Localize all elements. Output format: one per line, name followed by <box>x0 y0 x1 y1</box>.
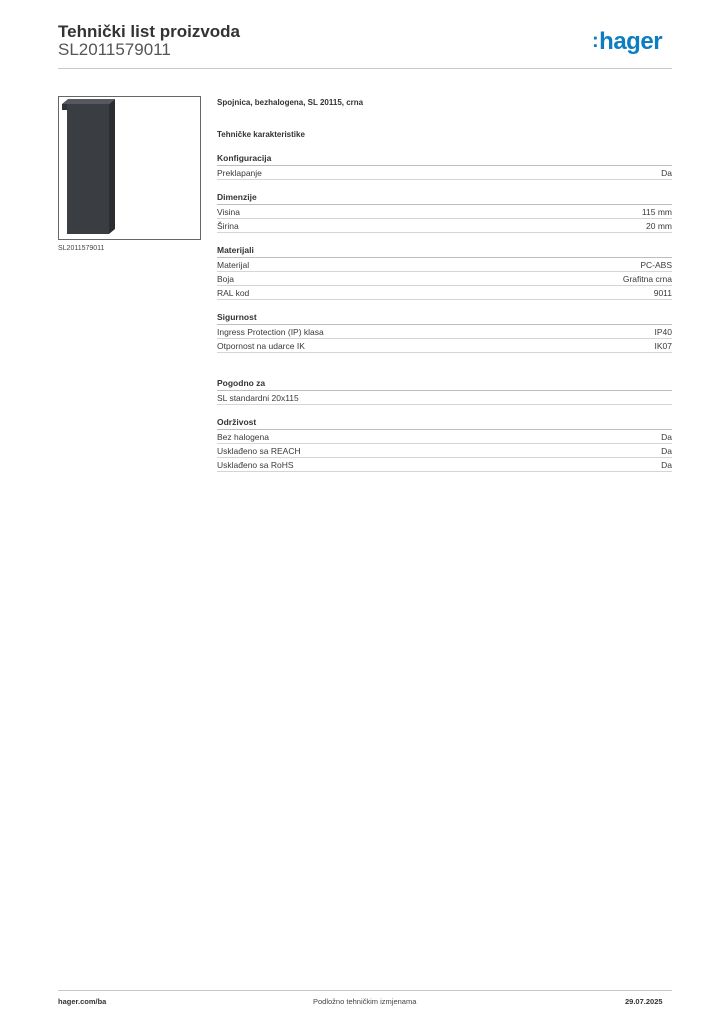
section-title: Održivost <box>217 416 672 430</box>
section-konfiguracija <box>217 152 672 180</box>
spec-label: Boja <box>217 274 235 284</box>
spec-row <box>217 286 672 300</box>
spec-row <box>217 458 672 472</box>
spec-value: Grafitna crna <box>622 274 672 284</box>
product-name: Spojnica, bezhalogena, SL 20115, crna <box>217 98 364 107</box>
section-title: Pogodno za <box>217 377 672 391</box>
section-title: Materijali <box>217 244 672 258</box>
spec-value: Da <box>661 168 672 178</box>
footer-date: 29.07.2025 <box>625 997 663 1006</box>
hager-logo <box>592 28 662 56</box>
section-title: Dimenzije <box>217 191 672 205</box>
spec-value: Da <box>661 460 672 470</box>
spec-label: Ingress Protection (IP) klasa <box>217 327 324 337</box>
spec-label: SL standardni 20x115 <box>217 393 299 403</box>
section-sigurnost <box>217 311 672 353</box>
image-caption: SL2011579011 <box>58 245 105 252</box>
section-title: Konfiguracija <box>217 152 672 166</box>
spec-label: Bez halogena <box>217 432 269 442</box>
spec-row <box>217 391 672 405</box>
spec-value: 115 mm <box>641 207 672 217</box>
spec-value: 20 mm <box>646 221 672 231</box>
spec-value: Da <box>661 432 672 442</box>
spec-row <box>217 205 672 219</box>
logo-text: hager <box>599 28 663 55</box>
section-materijali <box>217 244 672 300</box>
spec-label: Preklapanje <box>217 168 262 178</box>
spec-value: Da <box>661 446 672 456</box>
spec-label: Otpornost na udarce IK <box>217 341 305 351</box>
spec-label: Usklađeno sa RoHS <box>217 460 294 470</box>
footer-note: Podložno tehničkim izmjenama <box>313 997 417 1006</box>
footer-website[interactable]: hager.com/ba <box>58 997 107 1006</box>
spec-row <box>217 325 672 339</box>
section-odrzivost <box>217 416 672 472</box>
spec-row <box>217 272 672 286</box>
product-top-face <box>62 99 115 104</box>
product-lip <box>62 104 67 110</box>
logo-dots: : <box>592 30 599 52</box>
product-image-frame <box>58 96 201 240</box>
spec-value: PC-ABS <box>640 260 672 270</box>
spec-label: Visina <box>217 207 240 217</box>
document-title: Tehnički list proizvoda <box>58 22 240 41</box>
product-side-face <box>109 99 115 234</box>
spec-label: Usklađeno sa REACH <box>217 446 301 456</box>
spec-row <box>217 339 672 353</box>
spec-value: 9011 <box>653 288 672 298</box>
spec-label: Širina <box>217 221 239 231</box>
footer-divider <box>58 990 672 991</box>
spec-row <box>217 444 672 458</box>
spec-row <box>217 430 672 444</box>
section-pogodno-za <box>217 377 672 405</box>
product-image <box>59 97 200 239</box>
tech-characteristics-heading: Tehničke karakteristike <box>217 130 305 139</box>
product-code: SL2011579011 <box>58 40 171 59</box>
section-title: Sigurnost <box>217 311 672 325</box>
spec-row <box>217 166 672 180</box>
spec-content <box>217 96 672 472</box>
spec-value: IP40 <box>654 327 672 337</box>
product-front-face <box>67 104 109 234</box>
spec-value: IK07 <box>654 341 672 351</box>
spec-row <box>217 258 672 272</box>
spec-label: Materijal <box>217 260 250 270</box>
spec-row <box>217 219 672 233</box>
spec-label: RAL kod <box>217 288 250 298</box>
section-dimenzije <box>217 191 672 233</box>
header-divider <box>58 68 672 69</box>
